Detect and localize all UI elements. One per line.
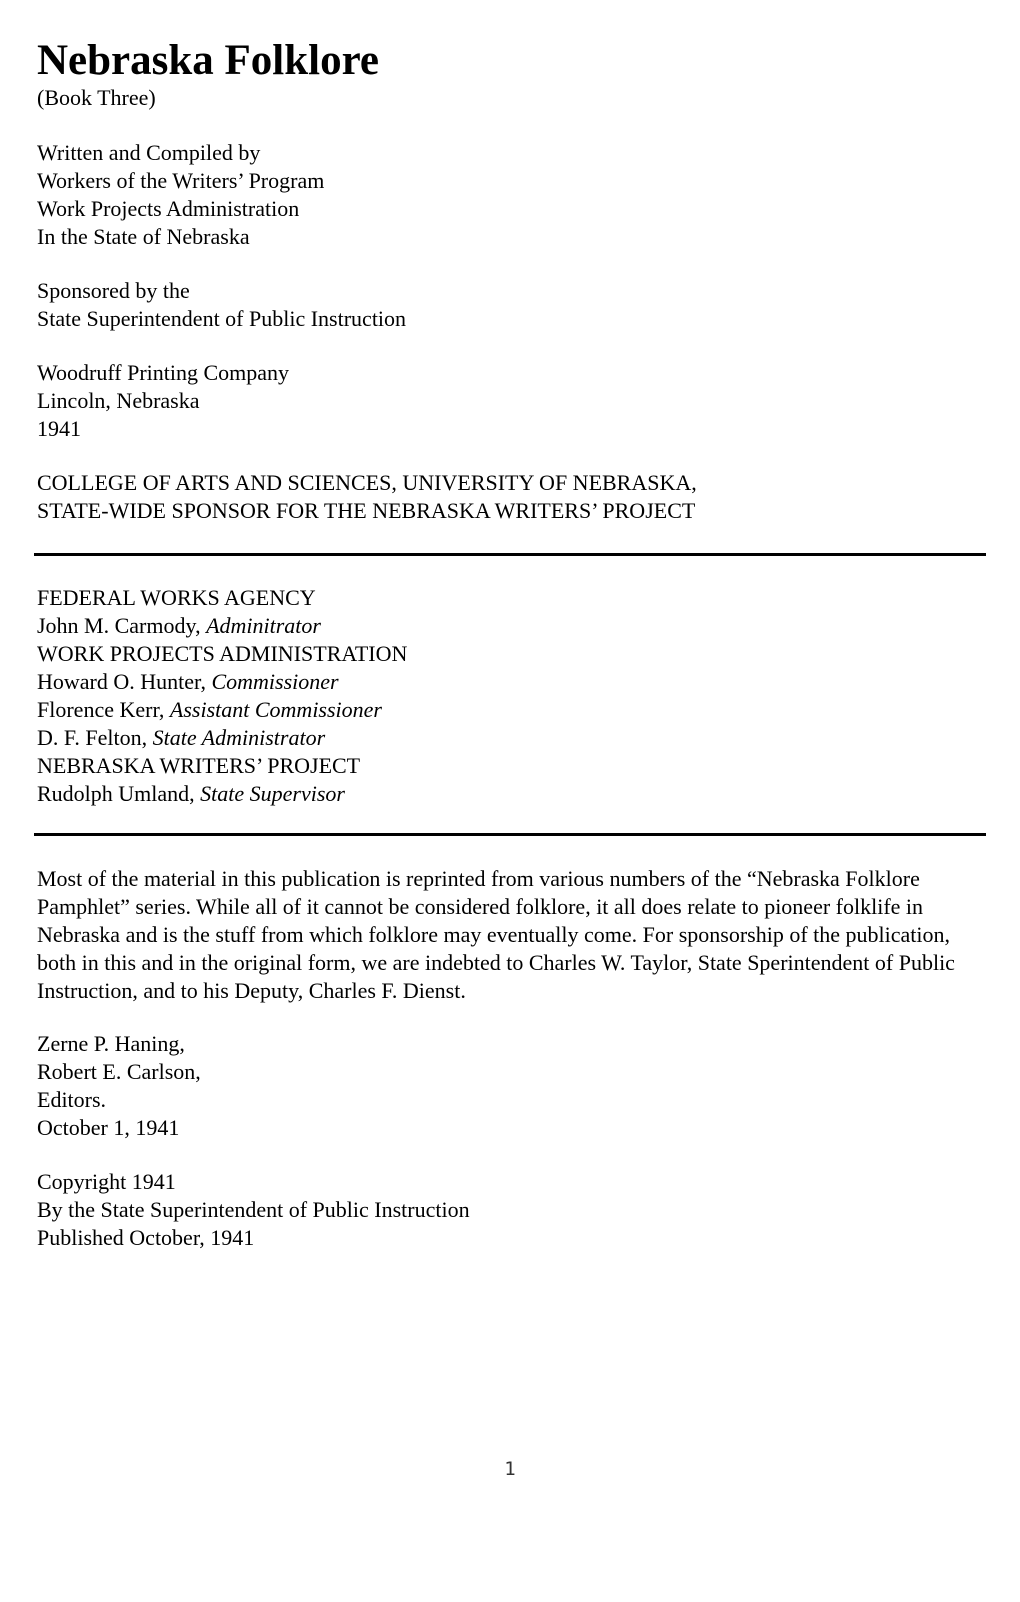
agency-official bbox=[37, 780, 407, 808]
official-title: Adminitrator bbox=[206, 613, 321, 638]
sponsored-by-line: Sponsored by the bbox=[37, 278, 190, 303]
agency-official bbox=[37, 668, 407, 696]
publisher-line: Woodruff Printing Company bbox=[37, 360, 290, 385]
college-line: COLLEGE OF ARTS AND SCIENCES, UNIVERSITY OF NEBRASKA, bbox=[37, 470, 697, 495]
compiled-by-line: Work Projects Administration bbox=[37, 196, 300, 221]
horizontal-rule bbox=[34, 553, 986, 556]
official-name: D. F. Felton, bbox=[37, 725, 153, 750]
compiled-by-line: Written and Compiled by bbox=[37, 140, 261, 165]
subtitle-block bbox=[37, 84, 156, 112]
official-name: Rudolph Umland, bbox=[37, 781, 201, 806]
college-block bbox=[37, 469, 697, 525]
college-line: STATE-WIDE SPONSOR FOR THE NEBRASKA WRITERS’ PROJECT bbox=[37, 498, 696, 523]
agency-block bbox=[37, 584, 407, 808]
preface-paragraph: Most of the material in this publication is reprinted from various numbers of the “Nebraska Folklore Pamphlet” series. While all of it cannot be considered folklore, it all does relate to pioneer folklife in Nebraska and is the stuff from which folklore may eventually come. For sponsorship of the publication, both in this and in the original form, we are indebted to Charles W. Taylor, State Sperintendent of Public Instruction, and to his Deputy, Charles F. Dienst. bbox=[37, 866, 955, 1003]
official-title: Commissioner bbox=[211, 669, 339, 694]
official-name: John M. Carmody, bbox=[37, 613, 207, 638]
editors-line: Editors. bbox=[37, 1087, 107, 1112]
page-title: Nebraska Folklore bbox=[37, 37, 380, 84]
official-name: Howard O. Hunter, bbox=[37, 669, 212, 694]
copyright-block bbox=[37, 1168, 470, 1252]
agency-heading: WORK PROJECTS ADMINISTRATION bbox=[37, 641, 408, 666]
editors-block bbox=[37, 1030, 201, 1142]
official-name: Florence Kerr, bbox=[37, 697, 170, 722]
compiled-by-block bbox=[37, 139, 324, 251]
agency-official bbox=[37, 696, 407, 724]
official-title: Assistant Commissioner bbox=[169, 697, 382, 722]
editors-line: Zerne P. Haning, bbox=[37, 1031, 185, 1056]
official-title: State Administrator bbox=[152, 725, 326, 750]
sponsored-by-line: State Superintendent of Public Instruction bbox=[37, 306, 407, 331]
agency-heading: FEDERAL WORKS AGENCY bbox=[37, 585, 316, 610]
agency-heading: NEBRASKA WRITERS’ PROJECT bbox=[37, 753, 361, 778]
agency-official bbox=[37, 724, 407, 752]
publisher-line: Lincoln, Nebraska bbox=[37, 388, 200, 413]
compiled-by-line: Workers of the Writers’ Program bbox=[37, 168, 325, 193]
publisher-line: 1941 bbox=[37, 416, 81, 441]
subtitle: (Book Three) bbox=[37, 85, 156, 110]
copyright-line: By the State Superintendent of Public Instruction bbox=[37, 1197, 470, 1222]
editors-line: Robert E. Carlson, bbox=[37, 1059, 201, 1084]
page-number: 1 bbox=[504, 1458, 516, 1480]
editors-line: October 1, 1941 bbox=[37, 1115, 180, 1140]
official-title: State Supervisor bbox=[200, 781, 345, 806]
agency-official bbox=[37, 612, 407, 640]
compiled-by-line: In the State of Nebraska bbox=[37, 224, 250, 249]
copyright-line: Published October, 1941 bbox=[37, 1225, 255, 1250]
horizontal-rule bbox=[34, 833, 986, 836]
sponsored-by-block bbox=[37, 277, 406, 333]
copyright-line: Copyright 1941 bbox=[37, 1169, 176, 1194]
publisher-block bbox=[37, 359, 289, 443]
